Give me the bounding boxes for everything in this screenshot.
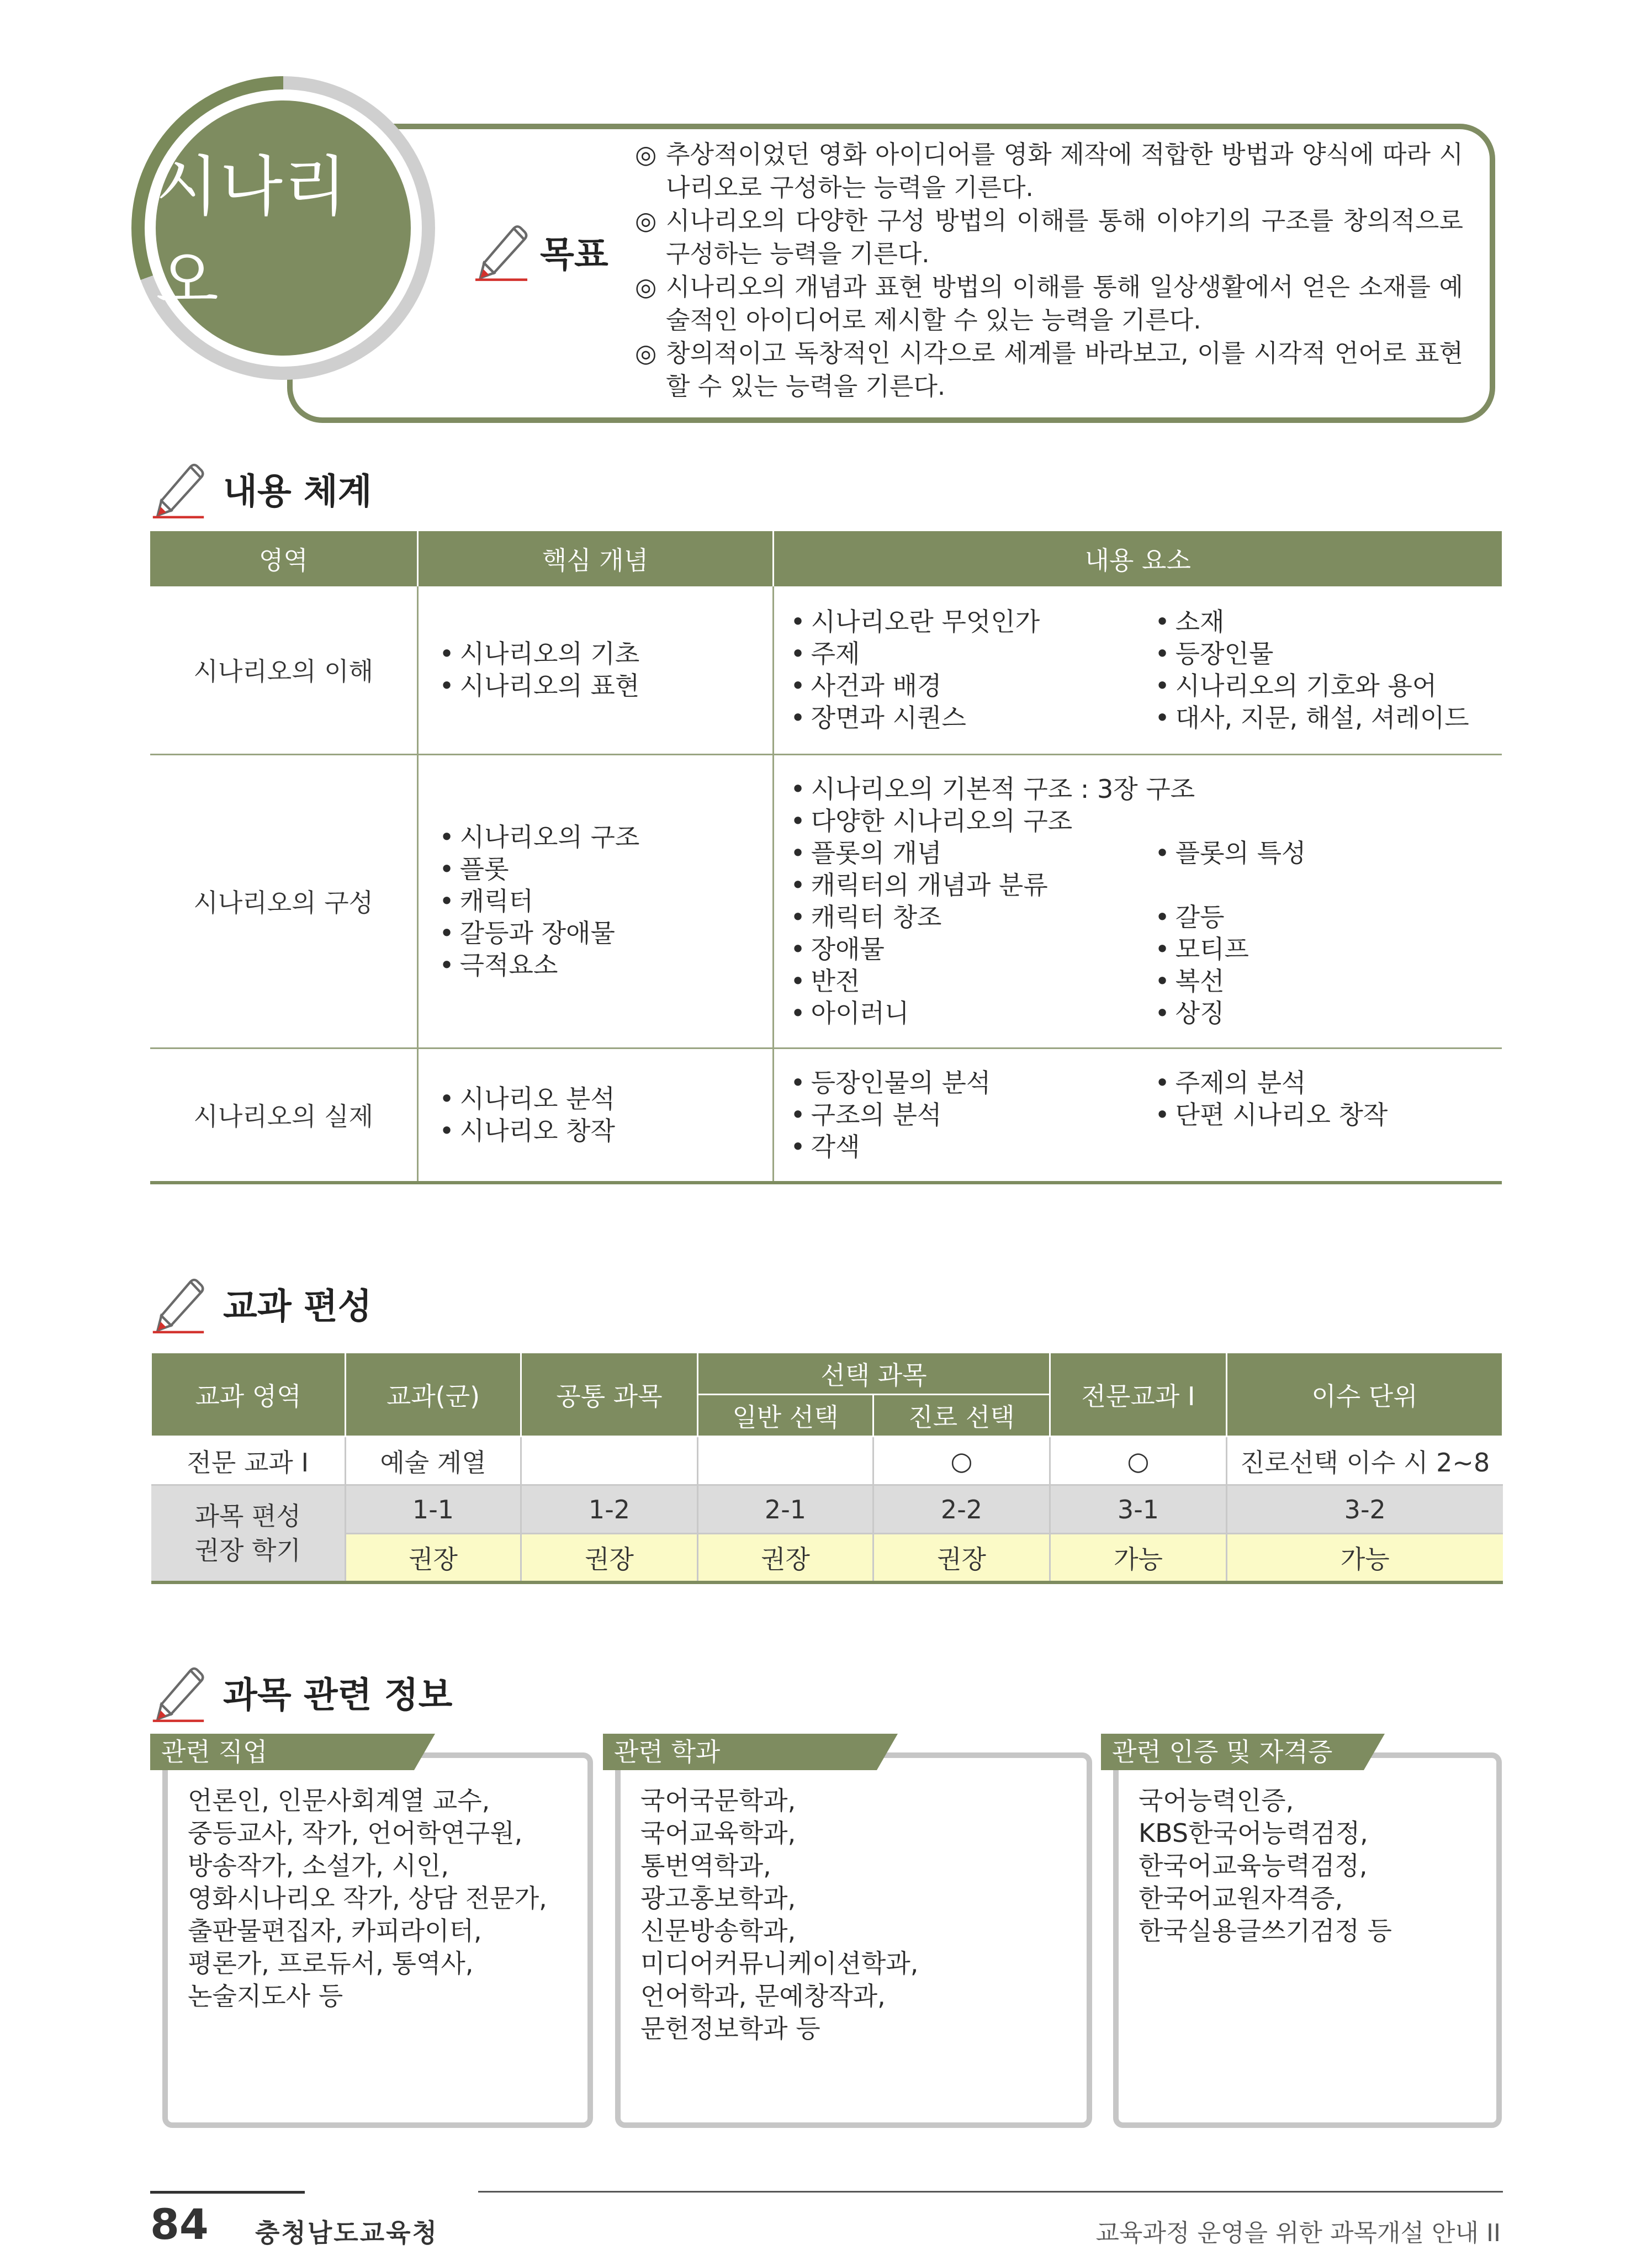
header-elements: 내용 요소 (773, 531, 1502, 586)
cell-group: 예술 계열 (346, 1437, 521, 1485)
cell-common (521, 1437, 698, 1485)
header-group: 교과(군) (346, 1353, 521, 1437)
table-header-row (150, 531, 1502, 586)
semester-cell: 3-2 (1227, 1485, 1503, 1534)
footer-rule (150, 2191, 305, 2194)
semester-cell: 2-2 (873, 1485, 1050, 1534)
related-jobs-tab: 관련 직업 (150, 1734, 414, 1770)
guide-title: 교육과정 운영을 위한 과목개설 안내 II (1095, 2219, 1501, 2247)
goal-item (635, 271, 1463, 337)
element-item: • 반전 (791, 965, 1155, 997)
related-certificates-tab: 관련 인증 및 자격증 (1101, 1734, 1364, 1770)
pencil-icon (148, 1273, 209, 1334)
element-cell (773, 1048, 1502, 1183)
concept-item: • 갈등과 장애물 (440, 917, 772, 949)
element-item: • 등장인물 (1155, 638, 1502, 670)
element-item: • 시나리오의 기호와 용어 (1155, 670, 1502, 702)
section-title: 교과 편성 (223, 1286, 372, 1327)
semester-cell: 1-2 (521, 1485, 698, 1534)
publisher: 충청남도교육청 (255, 2218, 439, 2248)
pencil-icon (148, 458, 209, 519)
element-item: • 시나리오의 기본적 구조 : 3장 구조 (791, 773, 1502, 805)
table-row (150, 1048, 1502, 1183)
goal-item (635, 138, 1463, 204)
recommend-cell: 가능 (1050, 1534, 1227, 1582)
related-departments-text: 국어국문학과, 국어교육학과, 통번역학과, 광고홍보학과, 신문방송학과, 미디어커뮤니케이션학과, 언어학과, 문예창작과, 문헌정보학과 등 (640, 1786, 919, 2043)
element-item: • 주제의 분석 (1155, 1067, 1502, 1099)
content-system-heading (148, 458, 372, 519)
concept-item: • 시나리오의 표현 (440, 670, 772, 702)
area-cell: 시나리오의 구성 (150, 754, 417, 1048)
concept-item: • 플롯 (440, 853, 772, 885)
header-common: 공통 과목 (521, 1353, 698, 1437)
goal-label: 목표 (540, 235, 608, 276)
semester-cell: 2-1 (698, 1485, 873, 1534)
recommend-cell: 가능 (1227, 1534, 1503, 1582)
header-concept: 핵심 개념 (417, 531, 773, 586)
curriculum-table (150, 1352, 1503, 1584)
related-jobs-text: 언론인, 인문사회계열 교수, 중등교사, 작가, 언어학연구원, 방송작가, 소설가, 시인, 영화시나리오 작가, 상담 전문가, 출판물편집자, 카피라이터, 평론가, 프로듀서, 통역사, 논술지도사 등 (188, 1786, 547, 2011)
cell-specialized: ○ (1050, 1437, 1227, 1485)
subject-badge (156, 100, 411, 356)
header-general: 일반 선택 (698, 1395, 873, 1437)
table-header-row (151, 1353, 1503, 1395)
goal-bullet: ◎ (635, 206, 657, 235)
semester-label: 과목 편성 권장 학기 (151, 1485, 346, 1582)
concept-item: • 시나리오의 기초 (440, 638, 772, 670)
element-item: • 상징 (1155, 997, 1502, 1029)
element-item: • 단편 시나리오 창작 (1155, 1099, 1502, 1131)
element-item: • 등장인물의 분석 (791, 1067, 1155, 1099)
recommend-cell: 권장 (873, 1534, 1050, 1582)
header-elective: 선택 과목 (698, 1353, 1050, 1395)
header-specialized: 전문교과 I (1050, 1353, 1227, 1437)
table-row (150, 586, 1502, 754)
concept-item: • 시나리오의 구조 (440, 821, 772, 853)
recommend-row (151, 1534, 1503, 1582)
element-item: • 각색 (791, 1131, 1502, 1163)
concept-cell (417, 1048, 773, 1183)
element-cell (773, 754, 1502, 1048)
semester-row (151, 1485, 1503, 1534)
header-area: 영역 (150, 531, 417, 586)
related-certificates-text: 국어능력인증, KBS한국어능력검정, 한국어교육능력검정, 한국어교원자격증, 한국실용글쓰기검정 등 (1139, 1786, 1392, 1946)
goal-bullet: ◎ (635, 272, 657, 301)
header-area: 교과 영역 (151, 1353, 346, 1437)
element-item: • 플롯의 특성 (1155, 837, 1502, 869)
section-title: 과목 관련 정보 (223, 1675, 453, 1716)
content-system-table (150, 531, 1502, 1184)
element-item: • 주제 (791, 638, 1155, 670)
goal-item (635, 204, 1463, 271)
area-cell: 시나리오의 실제 (150, 1048, 417, 1183)
cell-area: 전문 교과 I (151, 1437, 346, 1485)
recommend-cell: 권장 (521, 1534, 698, 1582)
table-row (150, 754, 1502, 1048)
concept-item: • 극적요소 (440, 949, 772, 981)
pencil-icon (148, 1662, 209, 1723)
page-number: 84 (150, 2200, 209, 2249)
element-item: • 캐릭터의 개념과 분류 (791, 869, 1502, 901)
goal-bullet: ◎ (635, 338, 657, 368)
goal-item (635, 337, 1463, 403)
element-item: • 장애물 (791, 933, 1155, 965)
element-item: • 갈등 (1155, 901, 1502, 933)
element-item: • 모티프 (1155, 933, 1502, 965)
cell-career: ○ (873, 1437, 1050, 1485)
semester-cell: 1-1 (346, 1485, 521, 1534)
related-info-heading (148, 1662, 453, 1723)
header-career: 진로 선택 (873, 1395, 1050, 1437)
header-credits: 이수 단위 (1227, 1353, 1503, 1437)
cell-general (698, 1437, 873, 1485)
pencil-icon (470, 220, 532, 282)
element-item: • 대사, 지문, 해설, 셔레이드 (1155, 702, 1502, 734)
curriculum-heading (148, 1273, 372, 1334)
goal-text: 창의적이고 독창적인 시각으로 세계를 바라보고, 이를 시각적 언어로 표현할 수 있는 능력을 기른다. (666, 338, 1463, 401)
element-item: • 장면과 시퀀스 (791, 702, 1155, 734)
element-item: • 다양한 시나리오의 구조 (791, 805, 1502, 837)
goal-bullet: ◎ (635, 140, 657, 169)
section-title: 내용 체계 (223, 472, 372, 512)
recommend-cell: 권장 (698, 1534, 873, 1582)
concept-cell (417, 586, 773, 754)
element-item: • 소재 (1155, 606, 1502, 638)
element-cell (773, 586, 1502, 754)
related-departments-tab: 관련 학과 (603, 1734, 877, 1770)
concept-item: • 시나리오 창작 (440, 1115, 772, 1147)
element-item: • 시나리오란 무엇인가 (791, 606, 1155, 638)
table-row (151, 1437, 1503, 1485)
goal-text: 추상적이었던 영화 아이디어를 영화 제작에 적합한 방법과 양식에 따라 시나리오로 구성하는 능력을 기른다. (666, 140, 1463, 202)
element-item: • 구조의 분석 (791, 1099, 1155, 1131)
element-item: • 복선 (1155, 965, 1502, 997)
element-item: • 플롯의 개념 (791, 837, 1155, 869)
element-item: • 사건과 배경 (791, 670, 1155, 702)
cell-credits: 진로선택 이수 시 2~8 (1227, 1437, 1503, 1485)
goal-text: 시나리오의 개념과 표현 방법의 이해를 통해 일상생활에서 얻은 소재를 예술적인 아이디어로 제시할 수 있는 능력을 기른다. (666, 272, 1463, 335)
semester-cell: 3-1 (1050, 1485, 1227, 1534)
concept-item: • 시나리오 분석 (440, 1083, 772, 1115)
element-item: • 캐릭터 창조 (791, 901, 1155, 933)
concept-item: • 캐릭터 (440, 885, 772, 917)
area-cell: 시나리오의 이해 (150, 586, 417, 754)
goal-text: 시나리오의 다양한 구성 방법의 이해를 통해 이야기의 구조를 창의적으로 구성하는 능력을 기른다. (666, 206, 1463, 268)
footer-rule (478, 2191, 1503, 2193)
concept-cell (417, 754, 773, 1048)
subject-title: 시나리오 (156, 149, 348, 319)
goal-list (635, 138, 1463, 403)
element-item: • 아이러니 (791, 997, 1155, 1029)
recommend-cell: 권장 (346, 1534, 521, 1582)
